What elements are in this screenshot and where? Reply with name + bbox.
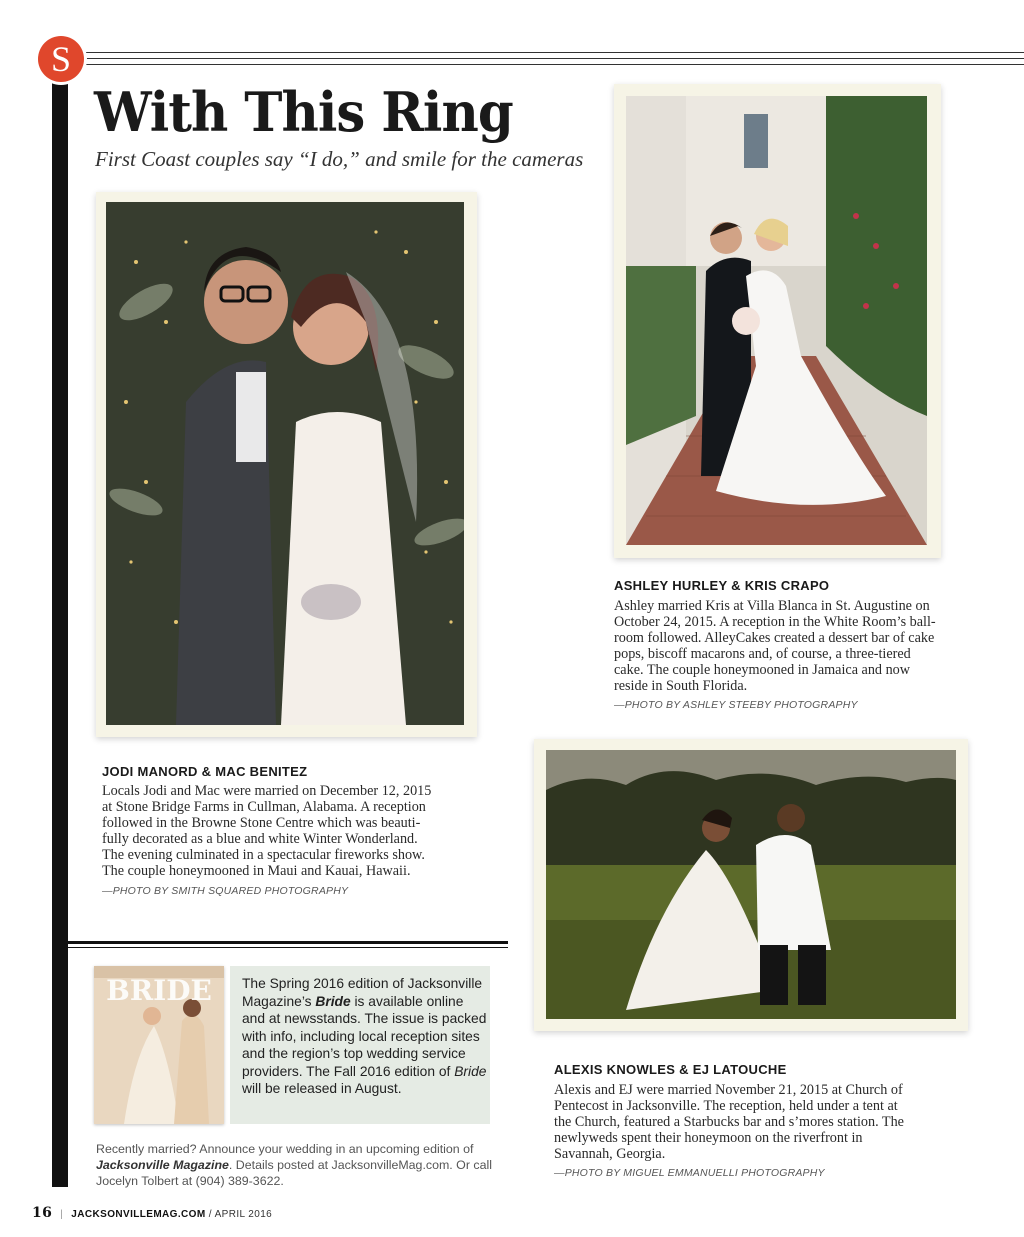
promo-rule-thin bbox=[68, 947, 508, 948]
photo-credit-jodi-mac: —PHOTO BY SMITH SQUARED PHOTOGRAPHY bbox=[102, 885, 349, 897]
caption-line: followed in the Browne Stone Centre which was beauti- bbox=[102, 815, 421, 831]
folio-separator: | bbox=[60, 1209, 64, 1220]
caption-line: Locals Jodi and Mac were married on December 12, 2015 bbox=[102, 783, 432, 799]
site-url[interactable]: JACKSONVILLEMAG.COM bbox=[71, 1209, 206, 1220]
header-rule-bottom bbox=[86, 64, 1024, 65]
photo-ashley-kris bbox=[626, 96, 927, 545]
caption-heading-jodi-mac: JODI MANORD & MAC BENITEZ bbox=[102, 764, 308, 779]
promo-text-part: The Spring 2016 edition of Jacksonville Magazine’s bbox=[242, 976, 483, 1009]
caption-body-ashley-kris bbox=[614, 598, 984, 694]
cover-title: BRIDE bbox=[106, 974, 212, 1007]
left-accent-bar bbox=[52, 82, 68, 1187]
promo-text-part: will be released in August. bbox=[242, 1081, 402, 1096]
promo-text bbox=[242, 975, 487, 1098]
header-rule-mid bbox=[86, 58, 1024, 59]
section-badge: S bbox=[38, 36, 84, 82]
caption-body-alexis-ej bbox=[554, 1082, 974, 1162]
promo-bride-word: Bride bbox=[315, 993, 351, 1009]
note-text: Recently married? Announce your wedding in an upcoming edition of bbox=[96, 1142, 474, 1156]
page-folio bbox=[32, 1205, 272, 1221]
caption-heading-ashley-kris: ASHLEY HURLEY & KRIS CRAPO bbox=[614, 578, 830, 593]
photo-alexis-ej bbox=[546, 750, 956, 1019]
caption-line: Ashley married Kris at Villa Blanca in St. Augustine on bbox=[614, 598, 930, 614]
caption-line: reside in South Florida. bbox=[614, 678, 748, 694]
promo-rule-thick bbox=[68, 941, 508, 944]
photo-jodi-mac bbox=[106, 202, 464, 725]
page-subtitle: First Coast couples say “I do,” and smile for the cameras bbox=[95, 147, 584, 171]
caption-line: The evening culminated in a spectacular fireworks show. bbox=[102, 847, 425, 863]
header-rule-top bbox=[86, 52, 1024, 53]
note-text: . Details posted at JacksonvilleMag.com. Or call Jocelyn Tolbert at (904) 389-3622. bbox=[96, 1158, 492, 1188]
promo-text-part: is available online and at newsstands. The issue is packed with info, including local reception sites and the region’s top wedding service providers. The Fall 2016 edition of bbox=[242, 993, 487, 1079]
caption-line: October 24, 2015. A reception in the White Room’s ball- bbox=[614, 614, 936, 630]
folio-slash: / bbox=[205, 1209, 215, 1220]
photo-credit-alexis-ej: —PHOTO BY MIGUEL EMMANUELLI PHOTOGRAPHY bbox=[554, 1167, 825, 1179]
caption-body-jodi-mac bbox=[102, 783, 482, 879]
caption-heading-alexis-ej: ALEXIS KNOWLES & EJ LATOUCHE bbox=[554, 1062, 787, 1077]
caption-line: room followed. AlleyCakes created a dessert bar of cake bbox=[614, 630, 935, 646]
promo-bride-word: Bride bbox=[454, 1063, 487, 1079]
caption-line: Alexis and EJ were married November 21, 2015 at Church of bbox=[554, 1082, 903, 1098]
issue-date: APRIL 2016 bbox=[214, 1209, 273, 1220]
caption-line: newlyweds spent their honeymoon on the riverfront in bbox=[554, 1130, 863, 1146]
caption-line: cake. The couple honeymooned in Jamaica and now bbox=[614, 662, 910, 678]
bride-magazine-cover[interactable] bbox=[94, 966, 224, 1124]
caption-line: Pentecost in Jacksonville. The reception, held under a tent at bbox=[554, 1098, 898, 1114]
caption-line: Savannah, Georgia. bbox=[554, 1146, 666, 1162]
caption-line: The couple honeymooned in Maui and Kauai, Hawaii. bbox=[102, 863, 411, 879]
page-title: With This Ring bbox=[94, 80, 513, 144]
caption-line: pops, biscoff macarons and, of course, a three-tiered bbox=[614, 646, 911, 662]
caption-line: the Church, featured a Starbucks bar and s’mores station. The bbox=[554, 1114, 904, 1130]
magazine-name: Jacksonville Magazine bbox=[96, 1158, 229, 1172]
announcement-note bbox=[96, 1141, 496, 1189]
caption-line: at Stone Bridge Farms in Cullman, Alabama. A reception bbox=[102, 799, 426, 815]
caption-line: fully decorated as a blue and white Winter Wonderland. bbox=[102, 831, 418, 847]
page-number: 16 bbox=[32, 1205, 53, 1221]
photo-credit-ashley-kris: —PHOTO BY ASHLEY STEEBY PHOTOGRAPHY bbox=[614, 699, 858, 711]
